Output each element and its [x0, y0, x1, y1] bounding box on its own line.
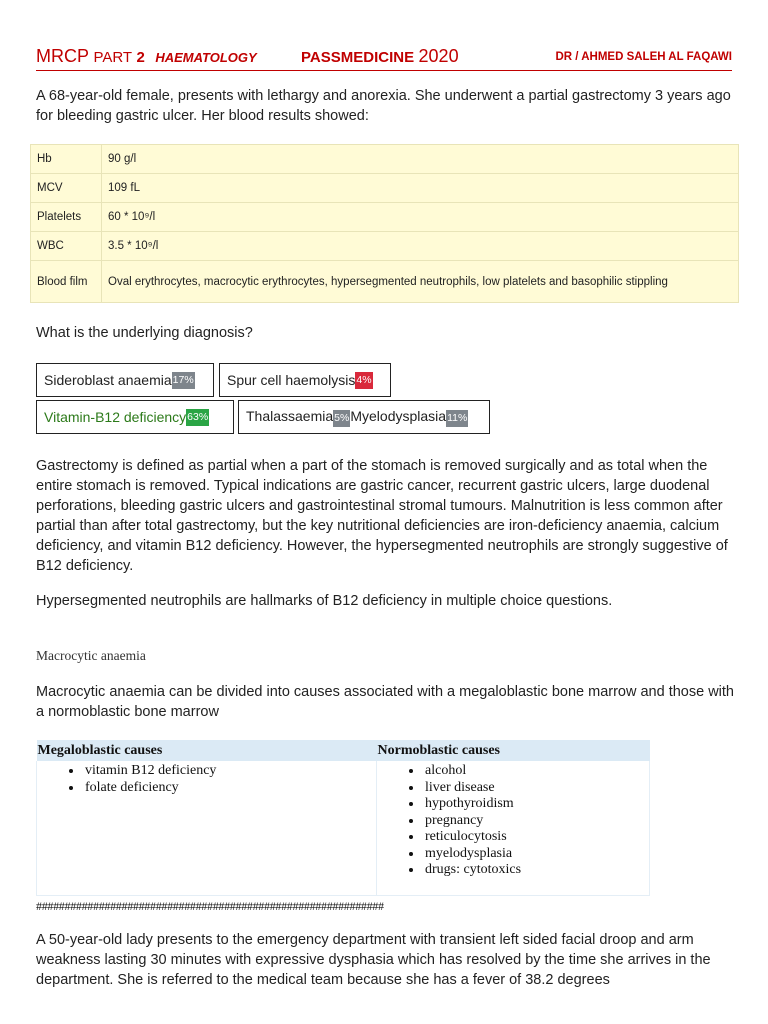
list-item: • reticulocytosis: [423, 829, 649, 846]
blood-results-table: [30, 144, 739, 303]
header-left: [36, 46, 257, 67]
header-year: 2020: [418, 46, 459, 66]
result-label: Platelets: [31, 203, 102, 232]
table-row: [31, 261, 739, 303]
option-label: Vitamin-B12 deficiency: [44, 409, 187, 425]
question-prompt: What is the underlying diagnosis?: [36, 325, 253, 341]
header-part-number: 2: [136, 49, 145, 66]
hallmark-note: Hypersegmented neutrophils are hallmarks of B12 deficiency in multiple choice questions.: [36, 593, 613, 609]
list-item: • liver disease: [423, 780, 649, 797]
separator-line: #############################################################: [36, 899, 384, 913]
list-item: • vitamin B12 deficiency: [83, 763, 376, 780]
megaloblastic-list: [37, 763, 376, 796]
header-middle: [301, 46, 459, 67]
header-part: PART: [93, 49, 133, 66]
question-stem: A 68-year-old female, presents with lethargy and anorexia. She underwent a partial gastrectomy 3 years ago for bleeding gastric ulcer. Her blood results showed:: [36, 88, 731, 124]
table-row: [31, 203, 739, 232]
option-label: Spur cell haemolysis: [227, 372, 356, 388]
column-header-megaloblastic: Megaloblastic causes: [37, 740, 377, 761]
result-label: Blood film: [31, 261, 102, 303]
list-item: • hypothyroidism: [423, 796, 649, 813]
column-header-normoblastic: Normoblastic causes: [377, 740, 650, 761]
section-title: Macrocytic anaemia: [36, 648, 146, 663]
result-label: MCV: [31, 174, 102, 203]
option-percent-badge: 63%: [186, 409, 209, 426]
result-value: 3.5 * 10⁹/l: [102, 232, 739, 261]
list-item: • alcohol: [423, 763, 649, 780]
question-stem-2: A 50-year-old lady presents to the emergency department with transient left sided facial droop and arm weakness lasting 30 minutes with expressive dysphasia which has resolved by the time she arrives in the department. She is referred to the medical team because she has a fever of 38.2 degrees: [36, 932, 711, 988]
option-group-thalassaemia-myelodysplasia: [238, 400, 490, 434]
list-item: • myelodysplasia: [423, 846, 649, 863]
option-thalassaemia[interactable]: [246, 408, 350, 427]
result-label: Hb: [31, 145, 102, 174]
result-value: 109 fL: [102, 174, 739, 203]
option-label: Myelodysplasia: [350, 407, 447, 424]
option-vitamin-b12-deficiency[interactable]: [36, 400, 234, 434]
option-percent-badge: 5%: [333, 410, 350, 427]
option-percent-badge: 11%: [446, 410, 468, 427]
option-sideroblast-anaemia[interactable]: [36, 363, 214, 397]
list-item: • folate deficiency: [83, 780, 376, 797]
normoblastic-list: [377, 763, 649, 879]
result-value: 90 g/l: [102, 145, 739, 174]
option-label: Thalassaemia: [246, 407, 334, 424]
list-item: • pregnancy: [423, 813, 649, 830]
option-percent-badge: 4%: [355, 372, 372, 389]
explanation-paragraph: Gastrectomy is defined as partial when a part of the stomach is removed surgically and as total when the entire stomach is removed. Typical indications are gastric cancer, recurrent gastric ulcers, large duodenal perforations, bleeding gastric ulcers and gastrointestinal stromal tumours. Malnutrition is less common after partial than after total gastrectomy, but the key nutritional deficiencies are iron-deficiency anaemia, calcium deficiency, and vitamin B12 deficiency. However, the hypersegmented neutrophils are strongly suggestive of B12 deficiency.: [36, 458, 728, 574]
table-row: [31, 174, 739, 203]
option-label: Sideroblast anaemia: [44, 372, 172, 388]
page-header: [36, 44, 732, 71]
table-row: [37, 761, 650, 896]
table-row: [31, 145, 739, 174]
macrocytic-causes-table: [36, 740, 650, 896]
megaloblastic-cell: [37, 761, 377, 896]
result-label: WBC: [31, 232, 102, 261]
header-passmedicine: PASSMEDICINE: [301, 49, 415, 66]
result-value: Oval erythrocytes, macrocytic erythrocytes, hypersegmented neutrophils, low platelets and basophilic stippling: [102, 261, 739, 303]
option-percent-badge: 17%: [172, 372, 195, 389]
macrocytic-intro: Macrocytic anaemia can be divided into causes associated with a megaloblastic bone marrow and those with a normoblastic bone marrow: [36, 684, 734, 720]
option-spur-cell-haemolysis[interactable]: [219, 363, 391, 397]
result-value: 60 * 10⁹/l: [102, 203, 739, 232]
header-subject: HAEMATOLOGY: [155, 50, 257, 65]
normoblastic-cell: [377, 761, 650, 896]
header-author: DR / AHMED SALEH AL FAQAWI: [555, 51, 732, 63]
list-item: • drugs: cytotoxics: [423, 862, 649, 879]
table-row: [31, 232, 739, 261]
option-myelodysplasia[interactable]: [350, 408, 468, 427]
table-header-row: [37, 740, 650, 761]
header-mrcp: MRCP: [36, 46, 89, 66]
